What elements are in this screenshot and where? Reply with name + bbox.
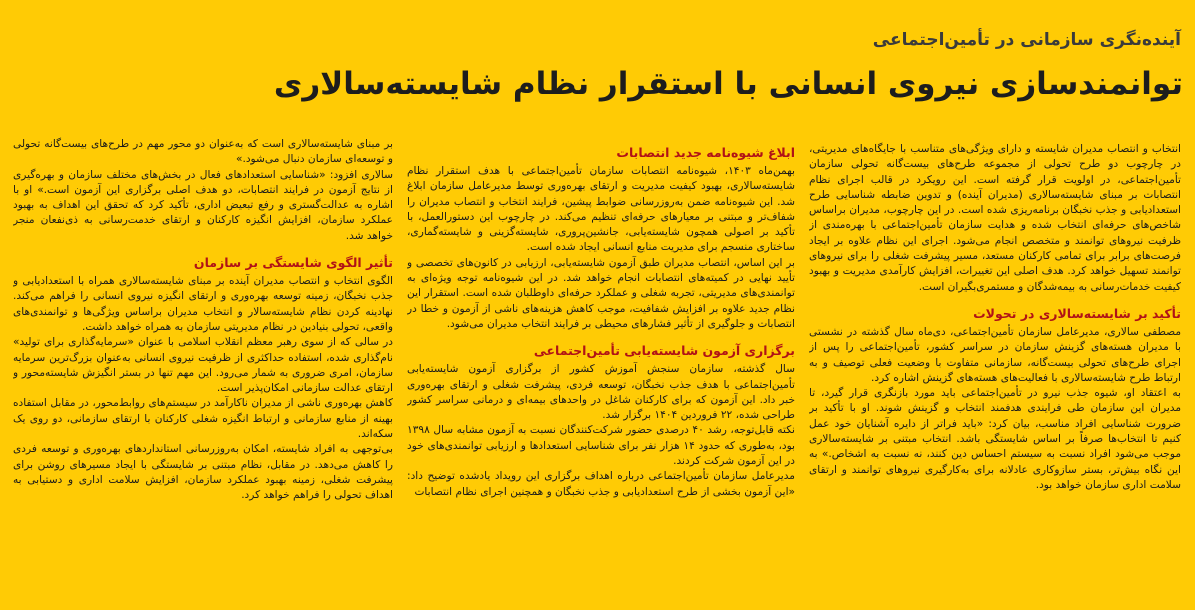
column-right [809,142,1181,597]
paragraph: بر مبنای شایسته‌سالاری است که به‌عنوان دو محور مهم در طرح‌های بیست‌گانه تحولی و توسعه‌ای سازمان دنبال می‌شود.» [13,138,393,166]
paragraph: نکته قابل‌توجه، رشد ۴۰ درصدی حضور شرکت‌کنندگان نسبت به آزمون مشابه سال ۱۳۹۸ بود، به‌طوری که حدود ۱۴ هزار نفر برای شناسایی استعدادها و ارزیابی توانمندی‌های خود در این آزمون شرکت کردند. [407,424,795,468]
subheading: برگزاری آزمون شایسته‌یابی تأمین‌اجتماعی [533,343,795,359]
paragraph: سالاری افزود: «شناسایی استعدادهای فعال در بخش‌های مختلف سازمان و بهره‌گیری از نتایج آزمون در فرایند انتصابات، دو هدف اصلی برگزاری این آزمون است.» او با اشاره به عدالت‌گستری و رفع تبعیض اداری، تأکید کرد که تحقق این اهداف به بهبود عملکرد سازمان، افزایش انگیزه کارکنان و ارتقای خدمت‌رسانی به ذی‌نفعان منجر خواهد شد. [13,168,393,242]
paragraph: انتخاب و انتصاب مدیران شایسته و دارای ویژگی‌های متناسب با جایگاه‌های مدیریتی، در چارچوب دو طرح تحولی از مجموعه طرح‌های بیست‌گانه تحولی سازمان تأمین‌اجتماعی، در اولویت قرار گرفته است. این رویکرد در قالب اجرای نظام انتصابات بر مبنای شایسته‌سالاری (مدیران آینده) و تدوین ضابطه شناسایی طرح استعدادیابی و جذب نخبگان برنامه‌ریزی شده است. در این چارچوب، مدیران براساس شاخص‌های حرفه‌ای انتخاب شده و هدایت سازمان تأمین‌اجتماعی با بهره‌مندی از ظرفیت نیروهای توانمند و متخصص انجام می‌شود. اجرای این نظام علاوه بر ایجاد فرصت‌های برابر برای تمامی کارکنان مستعد، مسیر پیشرفت شغلی را برای نیروهای توانمند تسهیل خواهد کرد. هدف اصلی این تغییرات، افزایش کارآمدی مدیریت و بهبود کیفیت خدمات‌رسانی به بیمه‌شدگان و مستمری‌بگیران است. [809,143,1181,293]
paragraph: به اعتقاد او، شیوه جذب نیرو در تأمین‌اجتماعی باید مورد بازنگری قرار گیرد، تا مدیران این سازمان طی فرایندی هدفمند انتخاب و گزینش شوند. او با تأکید بر ضرورت شناسایی افراد مناسب، بیان کرد: «باید فراتر از دایره آشنایان خود عمل کنیم تا انتخاب‌ها صرفاً بر اساس شایستگی باشد. انتخاب مبتنی بر شایسته‌سالاری موجب می‌شود افراد نسبت به سیستم احساس دین کنند، نه نسبت به اشخاص.» به این نگاه بیش‌تر، بستر سازوکاری عادلانه برای به‌کارگیری نیروهای توانمند و ارتقای سلامت اداری سازمان خواهد بود. [809,387,1181,491]
subheading: ابلاغ شیوه‌نامه جدید انتصابات [616,145,795,160]
paragraph: الگوی انتخاب و انتصاب مدیران آینده بر مبنای شایسته‌سالاری همراه با استعدادیابی و جذب نخبگان، زمینه توسعه بهره‌وری و ارتقای انگیزه نیروی انسانی را فراهم می‌کند. نهادینه کردن نظام شایسته‌سالار و انتخاب مدیران براساس ویژگی‌ها و توانمندی‌های واقعی، تحولی بنیادین در نظام مدیریتی سازمان به همراه خواهد داشت. [13,275,393,333]
paragraph: مصطفی سالاری، مدیرعامل سازمان تأمین‌اجتماعی، دی‌ماه سال گذشته در نشستی با مدیران هسته‌های گزینش سازمان در سراسر کشور، تأمین‌اجتماعی را پس از اجرای طرح‌های تحولی بیست‌گانه، سازمانی متفاوت با وضعیت فعلی توصیف و به ارتباط طرح شایسته‌سالاری با فعالیت‌های هسته‌های گزینش اشاره کرد. [809,325,1181,384]
paragraph: مدیرعامل سازمان تأمین‌اجتماعی درباره اهداف برگزاری این رویداد یادشده توضیح داد: «این آزمون بخشی از طرح استعدادیابی و جذب نخبگان و همچنین اجرای نظام انتصابات [407,470,795,498]
paragraph: بی‌توجهی به افراد شایسته، امکان به‌روزرسانی استانداردهای بهره‌وری و توسعه فردی را کاهش می‌دهد. در مقابل، نظام مبتنی بر شایستگی با ایجاد مسیرهای روشن برای پیشرفت شغلی، زمینه بهبود عملکرد سازمان، افزایش سلامت اداری و دستیابی به اهداف تحولی را فراهم خواهد کرد. [13,443,393,502]
paragraph: بر این اساس، انتصاب مدیران طبق آزمون شایسته‌یابی، ارزیابی در کانون‌های تخصصی و تأیید نهایی در کمیته‌های انتصابات انجام خواهد شد. در این شیوه‌نامه توجه ویژه‌ای به توانمندی‌های مدیریتی، تجربه شغلی و عملکرد حرفه‌ای داوطلبان شده است. استقرار این نظام جدید علاوه بر افزایش شفافیت، موجب کاهش هزینه‌های ناشی از آزمون و خطا در انتصابات و جلوگیری از تأثیر فشارهای محیطی بر فرایند انتخاب مدیران می‌شود. [407,256,795,330]
column-left [13,137,393,597]
column-middle [407,142,795,597]
kicker: آینده‌نگری سازمانی در تأمین‌اجتماعی [872,30,1181,50]
paragraph: کاهش بهره‌وری ناشی از مدیران ناکارآمد در سیستم‌های روابط‌محور، در مقابل استفاده بهینه از منابع سازمانی و ارتباط انگیزه شغلی کارکنان با ارتقای سازمانی، دو روی یک سکه‌اند. [13,397,393,441]
paragraph: در سالی که از سوی رهبر معظم انقلاب اسلامی با عنوان «سرمایه‌گذاری برای تولید» نام‌گذاری شده، استفاده حداکثری از ظرفیت نیروی انسانی به‌عنوان بزرگ‌ترین سرمایه سازمان، امری ضروری به شمار می‌رود. این مهم تنها در بستر انگیزش شایسته‌محور و ارتقای عدالت سازمانی امکان‌پذیر است. [13,336,393,395]
subheading: تأکید بر شایسته‌سالاری در تحولات [973,305,1181,321]
subheading: تأثیر الگوی شایستگی بر سازمان [193,255,393,271]
paragraph: بهمن‌ماه ۱۴۰۳، شیوه‌نامه انتصابات سازمان تأمین‌اجتماعی با هدف استقرار نظام شایسته‌سالاری، بهبود کیفیت مدیریت و ارتقای بهره‌وری توسط مدیرعامل سازمان ابلاغ شد. این شیوه‌نامه ضمن به‌روزرسانی ضوابط پیشین، فرایند انتخاب و انتصاب مدیران را شفاف‌تر و مبتنی بر معیارهای حرفه‌ای تنظیم می‌کند. در چارچوب این دستورالعمل، با تأکید بر اصولی همچون شایسته‌یابی، جانشین‌پروری، شایسته‌گزینی و شایسته‌گماری، ساختاری منسجم برای مدیریت منابع انسانی ایجاد شده است. [407,165,795,254]
paragraph: سال گذشته، سازمان سنجش آموزش کشور از برگزاری آزمون شایسته‌یابی تأمین‌اجتماعی با هدف جذب نخبگان، توسعه فردی، پیشرفت شغلی و ارتقای بهره‌وری خبر داد. این آزمون که برای کارکنان شاغل در واحدهای بیمه‌ای و درمانی سراسر کشور طراحی شده، ۲۲ فروردین ۱۴۰۴ برگزار شد. [407,363,795,422]
headline: توانمندسازی نیروی انسانی با استقرار نظام شایسته‌سالاری [273,66,1183,102]
